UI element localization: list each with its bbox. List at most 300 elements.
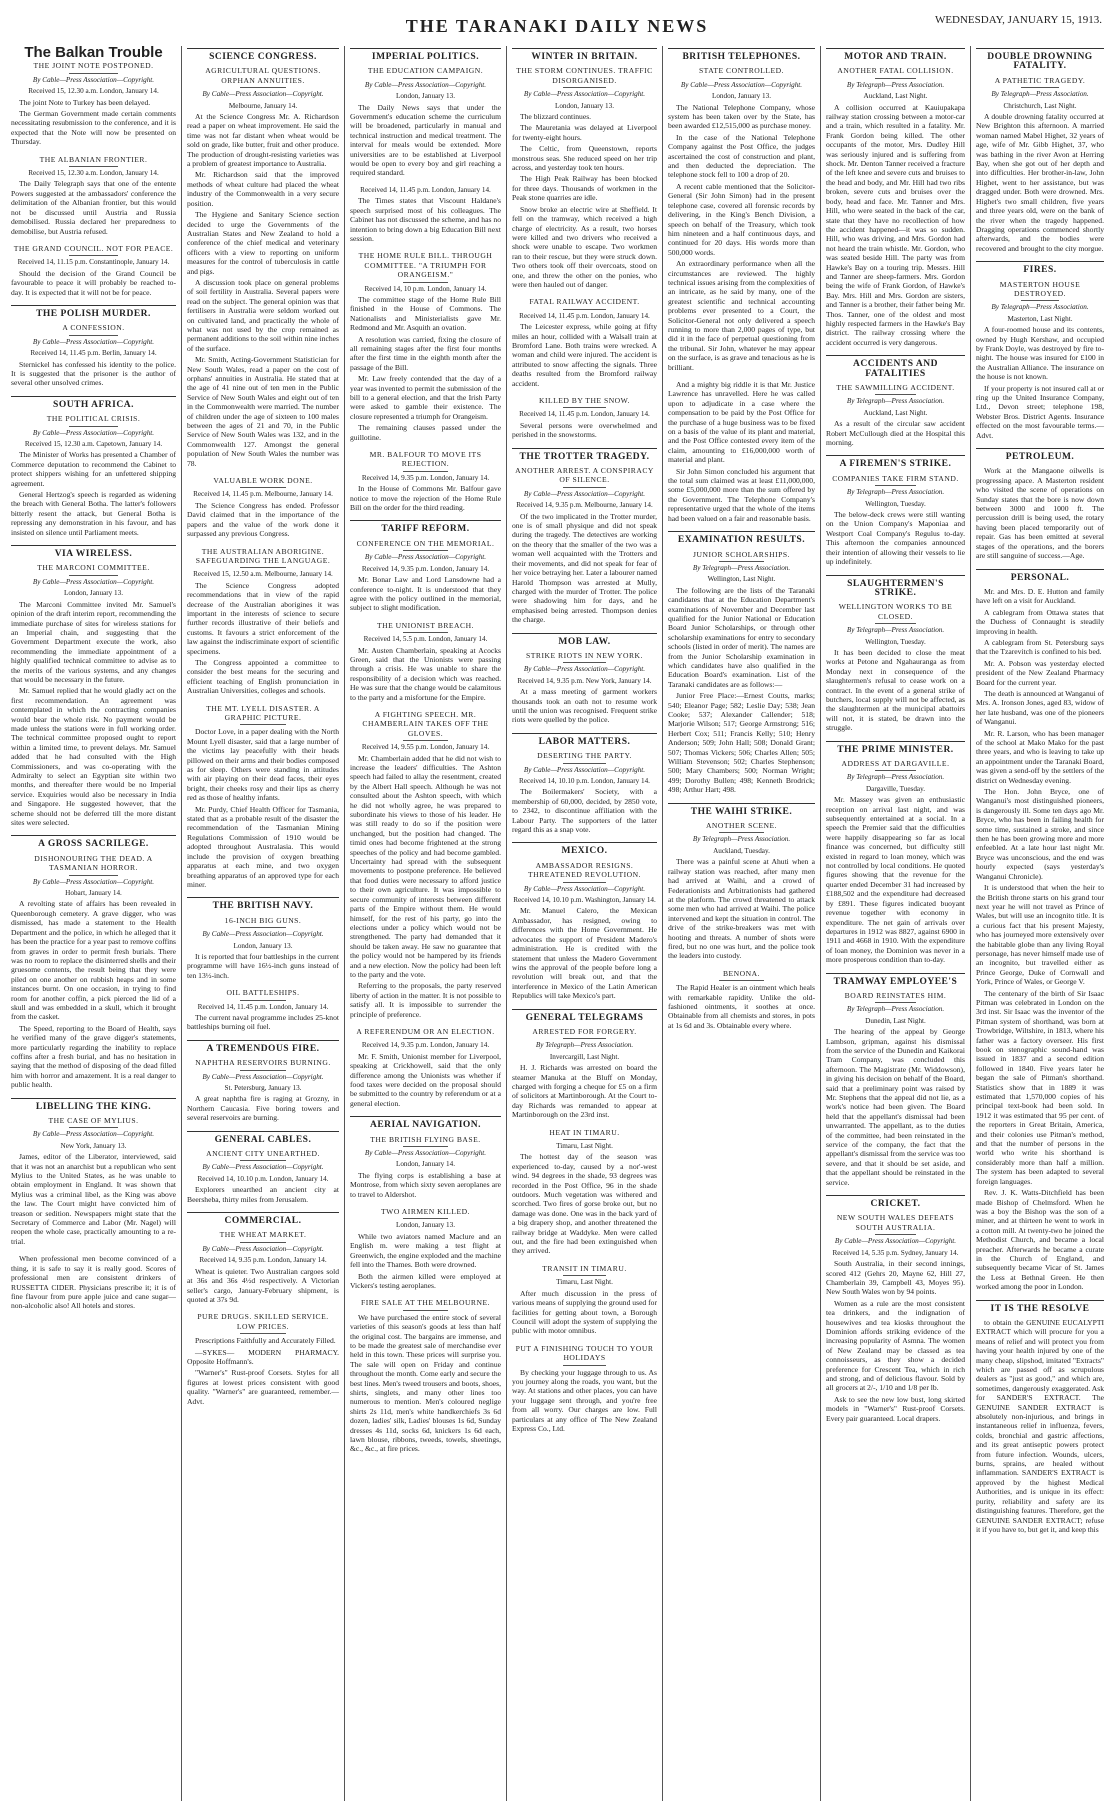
article-subhead: CONFERENCE ON THE MEMORIAL. (356, 538, 495, 548)
article-paragraph: Mr. Law freely contended that the day of a year was invented to permit the submission of the bill to a general election, and that the Irish Party were asked to gamble their existence. The closure represented a triumph for Orangeism. (350, 374, 501, 421)
article-credit: By Telegraph—Press Association. (991, 303, 1089, 312)
divider (240, 927, 286, 928)
article-credit: By Telegraph—Press Association. (535, 1041, 634, 1050)
article-body (11, 1254, 176, 1310)
article-paragraph: It is reported that four battleships in the current programme will have 16½-inch guns instead of ten 13½-inch. (187, 951, 339, 980)
article-body (187, 1013, 339, 1032)
column-1 (6, 46, 182, 1801)
article (826, 1195, 965, 1423)
article-dateline: Hobart, January 14. (65, 889, 122, 898)
article-subhead: MR. BALFOUR TO MOVE ITS REJECTION. (369, 450, 482, 469)
article-headline: ACCIDENTS AND FATALITIES (826, 355, 965, 379)
article (668, 48, 815, 372)
article (11, 1254, 176, 1310)
article-body (350, 103, 501, 178)
article-headline: WINTER IN BRITAIN. (512, 48, 657, 62)
article-paragraph: Snow broke an electric wire at Sheffield. It fell on the tramway, which received a high charge of electricity. As a result, two horses were killed and two drivers who received a shock were unable to escape. Two workmen ran to their rescue, but they were struck down. Two others took off their overcoats, stood on one, and threw the other on the ponies, who were then hauled out of danger. (512, 204, 657, 289)
article (826, 48, 965, 347)
article-paragraph: A revolting state of affairs has been revealed in Queenborough cemetery. A grave digger, who was dismissed, has made a statement to the Health Department and the police, in which he alleged that it has been the practice for a year past to remove coffins from graves in order to permit fresh burials. There was no room to replace the disinterred shells and their gruesome contents, the result being that they were piled on one another on rubbish heaps and in some instances burnt. On one occasion, in trying to find room for another coffin, a pick pierced the lid of a skull and was embedded in a skull, which it brought from the casket. (11, 899, 176, 1022)
divider (875, 485, 917, 486)
article-dateline: Masterton, Last Night. (1007, 314, 1073, 323)
article-dateline: Wellington, Last Night. (707, 575, 776, 584)
article-paragraph: A double drowning fatality occurred at New Brighton this afternoon. A married woman named Mabel Highet, 32 years of age, wife of Mr. Gibb Highet, 37, who was bathing in the river Avon at Herring Bay, when she got out of her depth and into difficulties. Her brother-in-law, John Highet, went to her assistance, but was dragged under. Both were drowned. Mrs. Highet's two small children, five years and three years old, were on the bank of the river when the tragedy happened. Dragging operations commenced shortly afterwards, and the bodies were recovered and brought to the city morgue. (976, 112, 1104, 253)
article (976, 48, 1104, 253)
article-credit: By Cable—Press Association—Copyright. (364, 553, 487, 562)
divider (69, 575, 119, 576)
article-body (512, 1152, 657, 1255)
article-dateline: Received 14, 11.45 p.m. London, January 14. (519, 311, 650, 320)
article-paragraph: The Daily Telegraph says that one of the entente Powers suggested at the ambassadors' conference the delimitation of the Albanian frontier, but this would not be discussed until Austria and Russia demobilised. Russia declared her preparedness to demobilise, but Austria refused. (11, 179, 176, 236)
divider (563, 882, 607, 883)
article-paragraph: Mr. and Mrs. D. E. Hutton and family have left on a visit for Auckland. (976, 586, 1104, 606)
article-subhead: BOARD REINSTATES HIM. (844, 990, 947, 1000)
article-dateline: Received 15, 12.30 a.m. Capetown, January 14. (24, 440, 163, 448)
divider (563, 1275, 607, 1276)
article-credit: By Telegraph—Press Association. (846, 488, 945, 497)
article-dateline: Received 15, 12.30 a.m. London, January 14. (28, 87, 159, 96)
article-subhead: A REFERENDUM OR AN ELECTION. (356, 1026, 495, 1036)
article-paragraph: Mr. Massey was given an enthusiastic reception on arrival last night, and was subsequently entertained at a social. In a speech the Premier said that the difficulties were happily disappearing so far as local finance was concerned, but difficulty still existed in regard to loan money, which was not controlled by local conditions. He quoted figures showing that the revenue for the quarter ended December 31 had increased by £188,502 and the expenditure had decreased by £891. These figures indicated buoyant revenue together with economy in expenditure. The net gain of arrivals over departures in 1912 was 8827, against 6900 in 1911 and 4668 in 1910. With the expenditure of loan money, the Dominion was never in a more prosperous condition than to-day. (826, 795, 965, 965)
divider (719, 980, 763, 981)
article-subhead: MASTERTON HOUSE DESTROYED. (999, 279, 1081, 298)
divider (403, 1038, 448, 1039)
article-paragraph: A cablegram from Ottawa states that the Duchess of Connaught is steadily improving in health. (976, 607, 1104, 636)
divider (719, 832, 763, 833)
article-paragraph: Sir John Simon concluded his argument that the total sum claimed was at least £11,000,000, some £5,000,000 more than the sum offered by the Government. The Telephone Company's representative urged that the whole of the items had been valued on a fair and reasonable basis. (668, 466, 815, 523)
article-body (512, 322, 657, 388)
article (187, 1131, 339, 1204)
article-subhead: THE EDUCATION CAMPAIGN. (367, 66, 484, 76)
article-paragraph: The joint Note to Turkey has been delayed. (19, 97, 151, 107)
divider (1021, 87, 1059, 88)
article-body (350, 754, 501, 1019)
article-body (350, 1232, 501, 1290)
article (350, 48, 501, 178)
divider (563, 763, 607, 764)
article-paragraph: A cablegram from St. Petersburg says that the Tzarevitch is confined to his bed. (976, 637, 1104, 657)
article-subhead: DESERTING THE PARTY. (537, 751, 632, 761)
article-body (187, 1267, 339, 1305)
article-paragraph: Both the airmen killed were employed at Vickers's testing aeroplanes. (350, 1271, 501, 1290)
article-subhead: 16-INCH BIG GUNS. (224, 915, 302, 925)
divider (563, 1038, 607, 1039)
article-dateline: Received 14, 10.10 p.m. Washington, January 14. (513, 896, 656, 905)
article-headline: THE TROTTER TRAGEDY. (512, 448, 657, 462)
article-paragraph: The Hygiene and Sanitary Science section decided to urge the Governments of the Australian States and New Zealand to hold a conference of the chief medical and veterinary officers with a view to reporting on uniform measures for the control of tuberculosis in cattle and pigs. (187, 210, 339, 276)
article-paragraph: At a mass meeting of garment workers thousands took an oath not to resume work until the union was recognised. Frequent strike riots were quelled by the police. (512, 687, 657, 725)
divider (403, 78, 448, 79)
article-headline: THE PRIME MINISTER. (826, 741, 965, 755)
article-credit: By Telegraph—Press Association. (846, 773, 945, 782)
article-paragraph: A recent cable mentioned that the Solicitor-General (Sir John Simon) had in the present telephone case, covered all forensic records by delivering, in the King's Bench Division, a speech on behalf of the Treasury, which took him nineteen and a half continuous days, and continued for 20 days. His words more than 500,000 words. (668, 181, 815, 257)
article-subhead: PUT A FINISHING TOUCH TO YOUR HOLIDAYS (515, 1343, 654, 1363)
newspaper-title: THE TARANAKI DAILY NEWS (405, 16, 709, 36)
divider (563, 487, 607, 488)
article-subhead: JUNIOR SCHOLARSHIPS. (693, 549, 790, 559)
article-body (668, 380, 815, 523)
divider (240, 487, 286, 488)
article-headline: TRAMWAY EMPLOYEE'S (826, 973, 965, 987)
article-headline: A GROSS SACRILEGE. (11, 835, 176, 849)
article-subhead: PURE DRUGS. SKILLED SERVICE. LOW PRICES. (197, 1312, 329, 1331)
article-paragraph: Mr. Smith, Acting-Government Statistician for New South Wales, read a paper on the cost of orphans' annuities in Australia. He stated that at the age of 41 nine out of ten men in the Public Service of New South Wales and eight out of ten in the Commonwealth were married. The number of children under the age of sixteen to 100 males between the ages of 21 and 70, in the Public Service of New South Wales was 132, and in the Commonwealth 127. Amongst the general population of New South Wales the number was 78. (187, 355, 339, 468)
divider (240, 567, 286, 568)
article-credit: By Telegraph—Press Association. (846, 1005, 945, 1014)
article (350, 520, 501, 612)
article-body (826, 103, 965, 348)
article-paragraph: Mr. F. Smith, Unionist member for Liverpool, speaking at Crickhowell, said that the only difference among the Unionists was whether if food taxes were decided on the proposal should be submitted to the country by referendum or at a general election. (350, 1051, 501, 1108)
column-5 (663, 46, 821, 1801)
article-subhead: THE STORM CONTINUES. TRAFFIC DISORGANISED. (516, 66, 653, 85)
article-subhead: STRIKE RIOTS IN NEW YORK. (526, 650, 643, 660)
column-4 (507, 46, 663, 1801)
article-paragraph: The High Peak Railway has been blocked for three days. Thousands of workmen in the Peak stone quarries are idle. (512, 174, 657, 203)
divider (875, 394, 917, 395)
article-paragraph: Prescriptions Faithfully and Accurately Filled. (195, 1336, 336, 1346)
article-body (976, 466, 1104, 560)
article-body (187, 581, 339, 696)
divider (563, 1365, 607, 1366)
article (350, 251, 501, 442)
article-headline: FIRES. (976, 261, 1104, 275)
article-credit: By Cable—Press Association—Copyright. (364, 1149, 487, 1158)
article (350, 450, 501, 512)
article-dateline: Received 14, 9.35 p.m. London, January 14. (361, 473, 490, 482)
article (187, 704, 339, 890)
article (826, 575, 965, 733)
article-paragraph: The committee stage of the Home Rule Bill finished in the House of Commons. The Nationalists and Ministerialists gave Mr. Redmond and Mr. Asquith an ovation. (350, 294, 501, 333)
divider (875, 770, 917, 771)
article-credit: By Cable—Press Association—Copyright. (202, 90, 324, 99)
article (11, 155, 176, 236)
article-headline: SOUTH AFRICA. (11, 396, 176, 410)
article-paragraph: Should the decision of the Grand Council be favourable to peace it will probably be reached to-day. It is expected that it will not be for peace. (11, 268, 176, 297)
article-paragraph: The hearing of the appeal by George Lambson, gripman, against his dismissal from the service of the Dunedin and Kaikorai Tram Company, was concluded this afternoon. The Magistrate (Mr. Widdowson), in giving his decision on behalf of the Board, said that a preliminary point was raised by Mr. Stephens that the appeal did not lie, as a work's notice had been given. The Board held that the appellant's dismissal had been unwarranted. The appellant, as to the duties of the committee, had been reinstated in the service of the company, the fact that the appellant's dismissal from the service was too severe, and that it should be set aside, and that the appellant should be reinstated in the service. (826, 1027, 965, 1187)
divider (69, 73, 119, 74)
article-headline: COMMERCIAL. (187, 1212, 339, 1226)
article-body (187, 952, 339, 980)
article-dateline: Received 14, 11.45 p.m. London, January 14. (519, 410, 650, 419)
article-paragraph: A four-roomed house and its contents, owned by Hugh Kershaw, and occupied by Frank Doyle, was destroyed by fire to-night. The house was insured for £100 in the Australian Alliance. The insurance on the house is not known. (976, 325, 1104, 382)
article-paragraph: The current naval programme includes 25-knot battleships burning oil fuel. (187, 1012, 339, 1032)
article-dateline: New York, January 13. (60, 1141, 127, 1150)
divider (240, 1000, 286, 1001)
divider (240, 1160, 286, 1161)
article-subhead: A FIGHTING SPEECH. MR. CHAMBERLAIN TAKES OFF THE GLOVES. (362, 709, 489, 738)
article (826, 973, 965, 1188)
article-body (11, 450, 176, 537)
article-paragraph: The Science Congress has ended. Professor David claimed that in the importance of the papers and the value of the work done it surpassed any previous Congress. (187, 500, 339, 539)
article-headline: LIBELLING THE KING. (11, 1098, 176, 1112)
article-headline: The Balkan Trouble (24, 46, 163, 61)
article-dateline: London, January 13. (395, 1221, 456, 1230)
divider (69, 1127, 119, 1128)
article-body (826, 648, 965, 733)
article-body (976, 587, 1104, 1292)
article-credit: By Cable—Press Association—Copyright. (202, 1163, 324, 1172)
article-headline: GENERAL CABLES. (187, 1131, 339, 1145)
article-paragraph: Mr. Richardson said that the improved methods of wheat culture had placed the wheat industry of the Commonwealth in a very secure position. (187, 170, 339, 208)
article-body (11, 899, 176, 1089)
article-paragraph: The Speed, reporting to the Board of Health, says he verified many of the grave digger's statements, more particularly regarding the inability to replace coffins after a fresh burial, and has no hesitation in saying that the method of disposing of the dead filled him with horror and amazement. It is a real danger to public health. (11, 1023, 176, 1090)
article-body (512, 421, 657, 440)
article-credit: By Telegraph—Press Association. (846, 80, 945, 89)
article-credit: By Cable—Press Association—Copyright. (364, 80, 487, 89)
article-subhead: TWO AIRMEN KILLED. (381, 1207, 470, 1217)
article-headline: SLAUGHTERMEN'S STRIKE. (826, 575, 965, 599)
article-paragraph: The blizzard continues. (520, 112, 592, 122)
article (826, 741, 965, 965)
article-subhead: THE GRAND COUNCIL. NOT FOR PEACE. (13, 243, 174, 253)
article-paragraph: As a result of the circular saw accident Robert McCullough died at the Hospital this morning. (826, 419, 965, 448)
article-credit: By Telegraph—Press Association. (991, 90, 1089, 99)
divider (240, 1333, 286, 1334)
article (512, 48, 657, 289)
article-paragraph: The hottest day of the season was experienced to-day, caused by a nor'-west wind. 94 degrees in the shade, 93 degrees was recorded in the Post Office, 96 in the shade outdoors. Much vegetation was withered and scorched. Two fires of gorse broke out, but no damage was done. One was in the back yard of a big drapery shop, and another threatened the railway bridge at Waddyke. Men were called out, and the fire had been extinguished when they arrived. (512, 1152, 657, 1256)
article-body (350, 295, 501, 442)
article-dateline: Received 14, 10.10 p.m. London, January 14. (197, 1174, 329, 1183)
article-dateline: London, January 13. (233, 941, 293, 950)
article-body (826, 510, 965, 566)
article-credit: By Cable—Press Association—Copyright. (680, 80, 803, 89)
article (187, 1312, 339, 1406)
article-paragraph: In the House of Commons Mr. Balfour gave notice to move the rejection of the Home Rule Bill on the order for the third reading. (350, 484, 501, 513)
article-headline: IMPERIAL POLITICS. (350, 48, 501, 62)
article-subhead: THE MARCONI COMMITTEE. (37, 563, 150, 573)
article-headline: AERIAL NAVIGATION. (350, 1116, 501, 1130)
article-paragraph: Several persons were overwhelmed and perished in the snowstorms. (512, 420, 657, 440)
article-body (11, 600, 176, 828)
article-dateline: Received 14, 5.35 p.m. Sydney, January 14. (832, 1248, 959, 1257)
article-credit: By Cable—Press Association—Copyright. (32, 577, 155, 586)
article (976, 261, 1104, 440)
article-body (826, 1027, 965, 1187)
article-subhead: DISHONOURING THE DEAD. A TASMANIAN HORROR. (34, 853, 153, 873)
divider (875, 1234, 917, 1235)
article-body (187, 1094, 339, 1122)
article (187, 988, 339, 1032)
article-body (826, 419, 965, 447)
divider (403, 1146, 448, 1147)
article-paragraph: Mr. Purdy, Chief Health Officer for Tasmania, stated that as a probable result of the disaster the recommendation of the Tasmanian Mining Regulations Commission of 1910 would be adopted throughout Australasia. This would include the provision of oxygen breathing apparatus at each mine, and two oxygen breathing apparatus of an approved type for each miner. (187, 804, 339, 889)
article-credit: By Cable—Press Association—Copyright. (834, 1237, 957, 1246)
article-headline: VIA WIRELESS. (11, 545, 176, 559)
article-paragraph: The death is announced at Wanganui of Mrs. A. Ironson Jones, aged 83, widow of her late husband, was one of the pioneers of Wanganui. (976, 688, 1104, 727)
divider (403, 632, 448, 633)
article (668, 531, 815, 795)
article (826, 455, 965, 566)
article-paragraph: General Hertzog's speech is regarded as widening the breach with General Botha. The latter's followers bitterly resent the attack, but General Botha is repressing any demonstration in his favour, and has insisted on silence until Parliament meets. (11, 490, 176, 537)
article-body (11, 179, 176, 235)
article-body (350, 1171, 501, 1199)
divider (69, 426, 119, 427)
divider (563, 662, 607, 663)
article-subhead: THE JOINT NOTE POSTPONED. (33, 61, 154, 71)
article (512, 842, 657, 1000)
article-body (11, 360, 176, 388)
article-subhead: A CONFESSION. (62, 323, 125, 333)
article-credit: By Cable—Press Association—Copyright. (202, 1244, 324, 1253)
article-subhead: THE AUSTRALIAN ABORIGINE. SAFEGUARDING THE LANGUAGE. (195, 546, 331, 565)
article-subhead: ANOTHER FATAL COLLISION. (837, 66, 954, 76)
article-body (350, 196, 501, 243)
article-subhead: VALUABLE WORK DONE. (213, 476, 313, 486)
divider (69, 166, 119, 167)
article-paragraph: At the Science Congress Mr. A. Richardson read a paper on wheat improvement. He said the time was not far distant when wheat would be sold on grade, like butter, fruit and other produce. The production of drought-resisting varieties was a problem of greatest importance to Australia. (187, 112, 339, 169)
article-paragraph: In the case of the National Telephone Company against the Post Office, the judges ascertained the cost of construction and plant, and then deducted the depreciation. The telephone stock fell to 100 a drop of 20. (668, 132, 815, 180)
article-credit: By Cable—Press Association—Copyright. (523, 90, 646, 99)
article (187, 476, 339, 538)
article-dateline: Received 14, 9.55 p.m. London, January 14. (361, 743, 490, 752)
article-subhead: THE UNIONIST BREACH. (377, 620, 474, 630)
article-paragraph: A collision occurred at Kauiupakapa railway station crossing between a motor-car and a train, which resulted in a fatality. Mr. Frank Gordon being killed. The other occupants of the motor, Mrs. Dudley Hill was seriously injured and is suffering from shock. Mr. Denton Tanner received a fracture of the left knee and severe cuts and bruises to the head and body, and Mr. Hill had two ribs broken, severe cuts and bruises over the body, head and face. Mr. Tanner and Mrs. Hill, who were seated in the back of the car, state that they have no recollection of how the accident happened—it was so sudden. Hill, who was driving, and Mrs. Gordon had not heard the train whistle. Mr. Gordon, who was seated beside Hill. The party was from Hawke's Bay on a touring trip. Messrs. Hill and Tanner are sheep-farmers. Mrs. Gordon being the wife of Frank Gordon, of Hawke's Bay. Mrs. Hill and Mrs. Gordon are sisters, and Tanner is a brother, their father being Mr. Thos. Tanner, one of the oldest and most highly respected farmers in the Hawke's Bay district. The railway crossing where the accident occurred is very dangerous. (826, 102, 965, 347)
article-headline: EXAMINATION RESULTS. (668, 531, 815, 545)
article-paragraph: The Marconi Committee invited Mr. Samuel's opinion of the draft interim report, recommending the immediate purchase of sites for wireless stations for an Imperial chain, and suggesting that the Government Department execute the work, also recommending the immediate appointment of a highly qualified technical committee to advise as to the merits of the various systems, and any changes that would be necessary in the future. (11, 599, 176, 684)
article-credit: By Cable—Press Association—Copyright. (32, 337, 155, 346)
article-subhead: THE MT. LYELL DISASTER. A GRAPHIC PICTURE. (206, 703, 320, 722)
article (11, 305, 176, 388)
article (350, 1207, 501, 1290)
article (11, 244, 176, 297)
article-subhead: KILLED BY THE SNOW. (538, 396, 631, 405)
article-dateline: Received 14, 10 p.m. London, January 14. (364, 284, 487, 293)
article-dateline: Received 14, 11.45 p.m. London, January 14. (360, 185, 491, 194)
article (350, 710, 501, 1019)
article-body (512, 1063, 657, 1119)
article-body (826, 795, 965, 964)
article (512, 1128, 657, 1256)
article-headline: GENERAL TELEGRAMS (512, 1009, 657, 1023)
article (187, 897, 339, 980)
divider (403, 1310, 448, 1311)
divider (875, 78, 917, 79)
article-dateline: Received 14, 11.45 p.m. Berlin, January 14. (30, 349, 157, 358)
article (350, 186, 501, 243)
article-body (512, 787, 657, 834)
divider (69, 255, 119, 256)
article (668, 803, 815, 961)
article-paragraph: The flying corps is establishing a base at Montrose, from which sixty seven aeroplanes are to travel to Aldershot. (350, 1170, 501, 1199)
article-body (668, 586, 815, 795)
article-paragraph: By checking your luggage through to us. As you journey along the roads, you want, but the way. At stations and other places, you can have your luggage sent through, and you're free from all worry. Our charges are low. Full particulars at any office of The New Zealand Express Co., Ltd. (512, 1367, 657, 1433)
article-subhead: FIRE SALE AT THE MELBOURNE. (360, 1298, 491, 1308)
article-body (350, 1052, 501, 1108)
article (512, 733, 657, 835)
article-subhead: ANOTHER SCENE. (705, 821, 778, 831)
article-headline: SCIENCE CONGRESS. (187, 48, 339, 62)
column-6 (821, 46, 971, 1801)
divider (563, 87, 607, 88)
article-credit: By Cable—Press Association—Copyright. (32, 1130, 155, 1139)
article-paragraph: The remaining clauses passed under the guillotine. (350, 423, 501, 442)
article (512, 1264, 657, 1336)
article-credit: By Telegraph—Press Association. (846, 397, 945, 406)
article-headline: DOUBLE DROWNING FATALITY. (976, 48, 1104, 72)
article-dateline: Timaru, Last Night. (556, 1278, 613, 1287)
divider (240, 1242, 286, 1243)
article-headline: BRITISH TELEPHONES. (668, 48, 815, 62)
article-paragraph: The Mauretania was delayed at Liverpool for twenty-eight hours. (512, 123, 657, 142)
article (826, 355, 965, 447)
article-paragraph: The Celtic, from Queenstown, reports monstrous seas. She reduced speed on her trip across, and yesterday took ten hours. (512, 144, 657, 173)
article-body (668, 857, 815, 960)
article-paragraph: Explorers unearthed an ancient city at Beersheba, thirty miles from Jerusalem. (187, 1185, 339, 1204)
divider (69, 875, 119, 876)
article-dateline: Received 15, 12.50 a.m. Melbourne, January 14. (193, 570, 333, 579)
article-body (187, 112, 339, 468)
article-body (512, 906, 657, 1000)
article-paragraph: James, editor of the Liberator, interviewed, said that it was not an anarchist but a republican who sent Mylius to the United States, as he was unable to obtain employment in England. It was shown that Mylius was a criminal libel, as the King was above the law. The Court might have convicted him of treason or sedition. Newspapers might state that the Secretary of Commerce and Labor (Mr. Nagel) will reopen the whole case, practically amounting to a re-trial. (11, 1152, 176, 1246)
article-body (350, 646, 501, 702)
article-paragraph: Doctor Love, in a paper dealing with the North Mount Lyell disaster, said that a large number of the victims lay peacefully with their heads pillowed on their arms and their bodies composed as for sleep. Others were standing in attitudes with air playing on their dead faces, their eyes bright, their cheeks rosy and their lips as cherry red as those of healthy infants. (187, 727, 339, 803)
article-dateline: Melbourne, January 14. (228, 101, 298, 110)
article-subhead: OIL BATTLESHIPS. (226, 988, 300, 998)
article-headline: A FIREMEN'S STRIKE. (826, 455, 965, 469)
article (350, 621, 501, 702)
article-paragraph: The Times states that Viscount Haldane's speech surprised most of his colleagues. The Cabinet has not discussed the scheme, and has no intention to bring down a big Education Bill next session. (350, 196, 501, 243)
article-subhead: FATAL RAILWAY ACCIDENT. (529, 297, 640, 307)
article (187, 1212, 339, 1304)
article-credit: By Cable—Press Association—Copyright. (32, 75, 155, 84)
article-body (976, 112, 1104, 253)
article-credit: By Cable—Press Association—Copyright. (523, 765, 646, 774)
divider (563, 309, 607, 310)
article-paragraph: Mr. A. Pobson was yesterday elected president of the New Zealand Pharmacy Board for the current year. (976, 658, 1104, 687)
article-paragraph: A great naphtha fire is raging at Grozny, in Northern Caucasia. Five boring towers and several reservoirs are burning. (187, 1094, 339, 1123)
article-subhead: THE WHEAT MARKET. (219, 1230, 307, 1240)
divider (240, 724, 286, 725)
article-paragraph: The centenary of the birth of Sir Isaac Pitman was celebrated in London on the 3rd inst. Sir Isaac was the inventor of the Pitman system of shorthand, was born at Trowbridge, Wiltshire, in 1813, where his father was a factory overseer. His first book on stenographic sound-hand was issued in 1837 and a second edition followed in 1840. Five years later he began the sale of Pitman's shorthand. Statistics show that in 1889 it was estimated that 1,570,000 copies of his principal text-book had been sold. In 1912 it was estimated that 95 per cent. of the reporters in Great Britain, America, and their colonies use Pitman's method, and that the number of persons in the world who write his shorthand is considerably more than half a million. The system has been adapted to several foreign languages. (976, 988, 1104, 1186)
article-body (187, 727, 339, 889)
divider (240, 1070, 286, 1071)
article-paragraph: And a mighty big riddle it is that Mr. Justice Lawrence has unravelled. Here he was called upon to adjudicate in a case where the compensation to be paid by the Post Office for the purchase of a huge business was to be fixed on a basis of the value of its plant and material, and the Post Office contested every item of the claim, amounting to £16,000,000 worth of material and plant. (668, 380, 815, 465)
article-body (350, 484, 501, 512)
article (350, 1298, 501, 1454)
article-dateline: Received 14, 10.10 p.m. London, January 14. (519, 777, 650, 785)
article (187, 547, 339, 696)
article (350, 1116, 501, 1199)
article-paragraph: Sternickel has confessed his identity to the police. It is suggested that the prisoner is the author of several other unsolved crimes. (11, 359, 176, 388)
article-dateline: London, January 14. (395, 1160, 456, 1169)
divider (719, 78, 763, 79)
issue-date: WEDNESDAY, JANUARY 15, 1913. (934, 14, 1102, 26)
article-paragraph: H. J. Richards was arrested on board the steamer Manuka at the Bluff on Monday, charged with forging a cheque for £5 on a firm of solicitors at Martinborough. At the Court to-day Richards was remanded to appear at Martinborough on the 23rd inst. (512, 1063, 657, 1120)
article-headline: A TREMENDOUS FIRE. (187, 1040, 339, 1054)
article-credit: By Cable—Press Association—Copyright. (523, 884, 646, 893)
article-paragraph: A discussion took place on general problems of soil fertility in Australia. Several papers were read on the subject. The general opinion was that fertilisers in Australia were seldom worked out on cultivated land, and practically the whole of what was not used by the crop remained as permanent additions to the soil within nine inches of the surface. (187, 277, 339, 353)
divider (563, 407, 607, 408)
article-dateline: Received 14, 11.15 p.m. Constantinople, January 14. (17, 258, 170, 267)
article-dateline: Received 14, 9.35 p.m. Melbourne, January 14. (516, 501, 653, 510)
article-dateline: London, January 13. (554, 101, 615, 110)
article-subhead: TRANSIT IN TIMARU. (542, 1263, 627, 1273)
article-body (512, 512, 657, 625)
article-credit: By Cable—Press Association—Copyright. (32, 877, 155, 886)
article-subhead: THE HOME RULE BILL. THROUGH COMMITTEE. "A TRIUMPH FOR ORANGEISM." (358, 251, 493, 280)
divider (719, 561, 763, 562)
article (512, 633, 657, 725)
article-body (350, 1313, 501, 1454)
article-dateline: St. Petersburg, January 13. (224, 1084, 302, 1092)
article-body (512, 687, 657, 725)
article-headline: TARIFF REFORM. (350, 520, 501, 534)
article-paragraph: "Warner's" Rust-proof Corsets. Styles for all figures at lowest prices consistent with good quality. "Warner's" are guaranteed, remember.—Advt. (187, 1368, 339, 1406)
article-dateline: Invercargill, Last Night. (549, 1052, 620, 1061)
article-headline: IT IS THE RESOLVE (976, 1300, 1104, 1314)
article-subhead: THE BRITISH FLYING BASE. (370, 1134, 481, 1144)
article-paragraph: The Boilermakers' Society, with a membership of 60,000, decided, by 2850 vote, to 2342, to discontinue affiliation with the Labour Party. The supporters of the latter regard this as a snap vote. (512, 787, 657, 835)
article-subhead: WELLINGTON WORKS TO BE CLOSED. (838, 602, 953, 621)
